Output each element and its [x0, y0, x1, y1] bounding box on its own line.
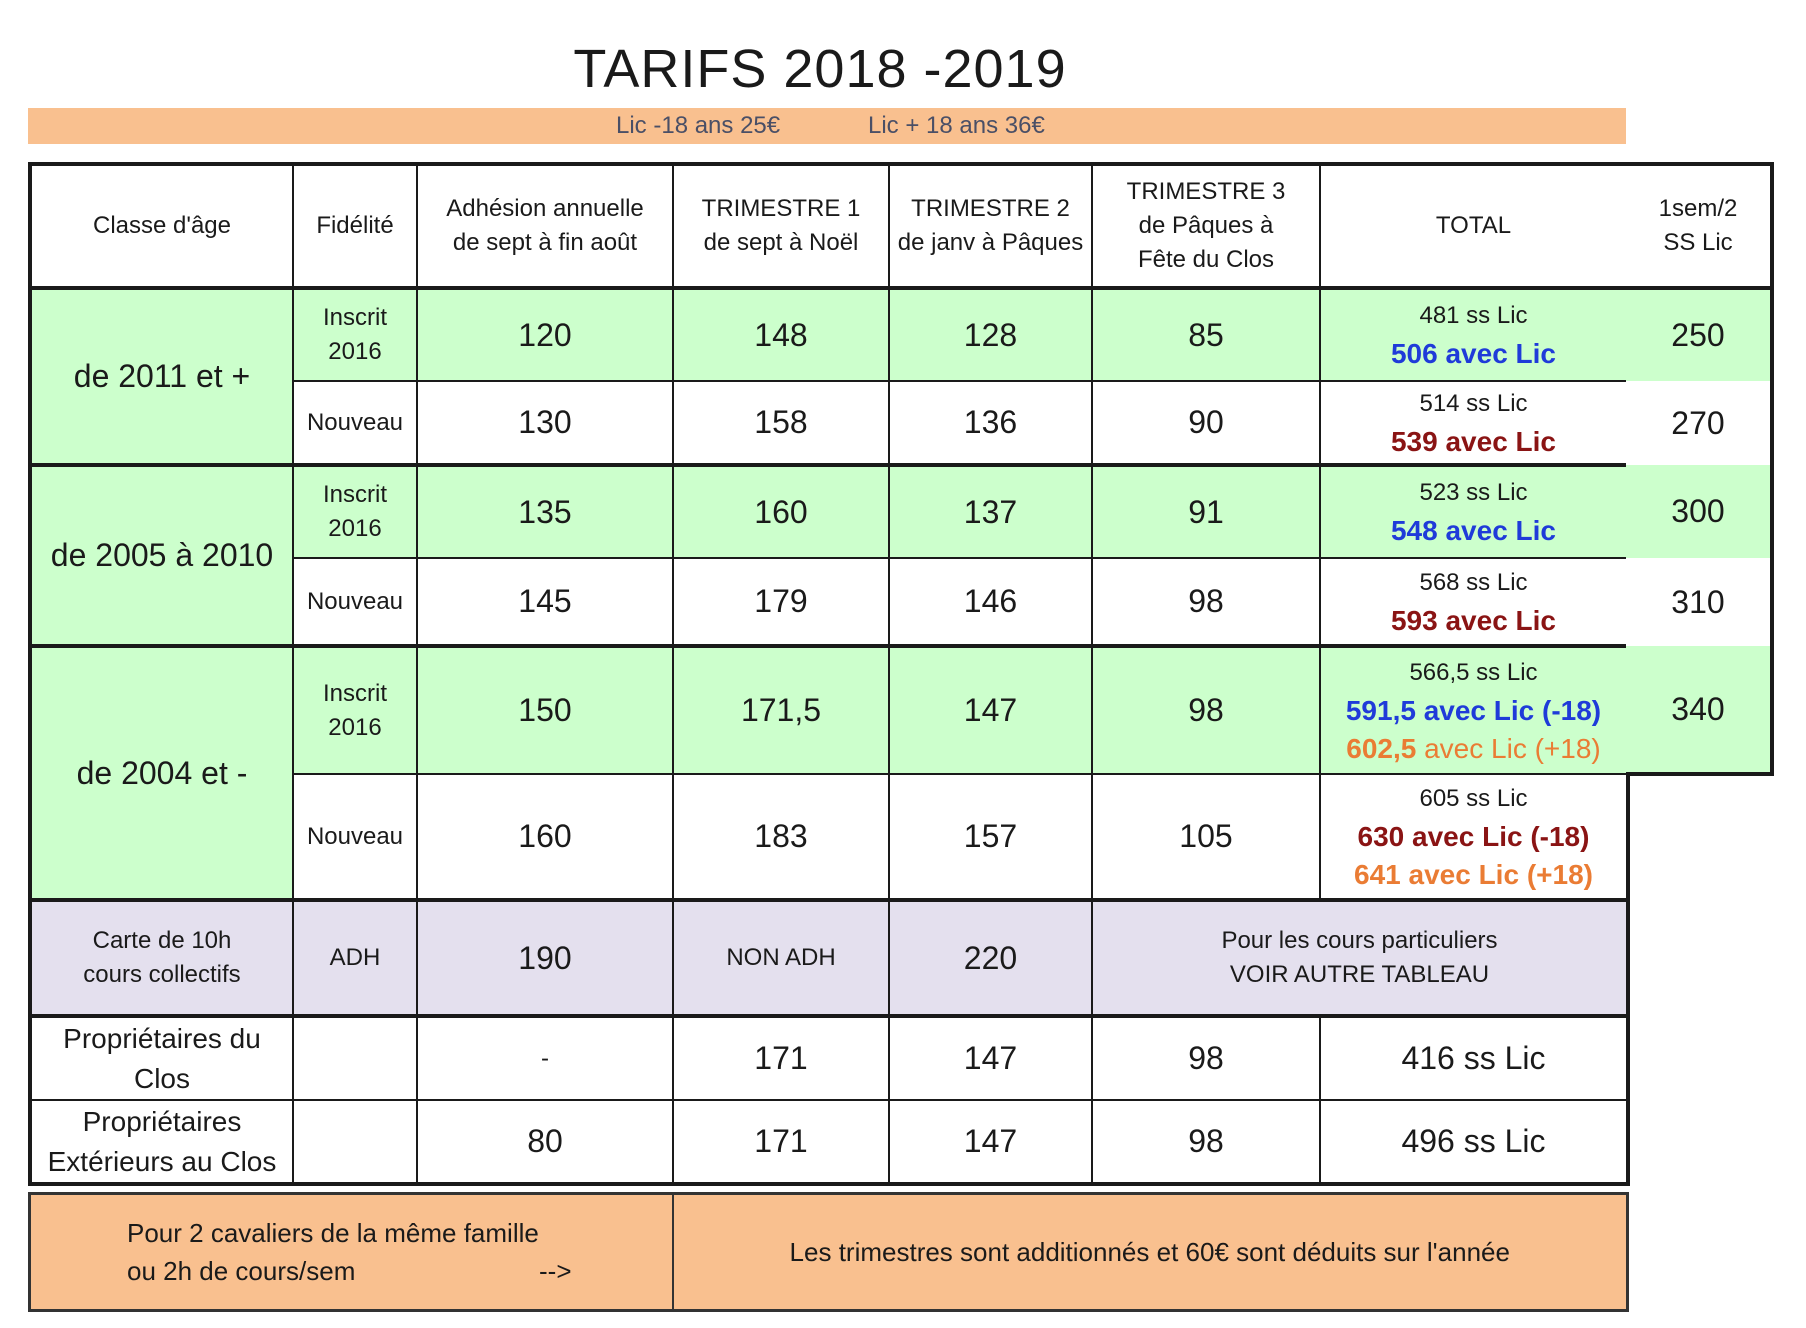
- owner-label-line2: Extérieurs au Clos: [47, 1145, 277, 1177]
- t2-price: 137: [889, 465, 1092, 558]
- header-fidelity: Fidélité: [293, 164, 417, 288]
- total-with-licence: 506 avec Lic: [1390, 338, 1557, 369]
- header-t1: [673, 164, 889, 288]
- total-cell: [1320, 381, 1628, 465]
- semester-table: [1626, 162, 1774, 776]
- card-non-adh: NON ADH: [673, 900, 889, 1016]
- card-note-line1: Pour les cours particuliers: [1221, 927, 1498, 954]
- semester-price: 340: [1626, 646, 1772, 774]
- table-row: [30, 465, 1628, 558]
- header-t1-line2: de sept à Noël: [703, 229, 859, 256]
- fidelity-label: Inscrit: [322, 679, 387, 707]
- total-cell: [1320, 288, 1628, 381]
- t2-price: 136: [889, 381, 1092, 465]
- table-row: [1626, 646, 1772, 774]
- card-note: [1092, 900, 1628, 1016]
- header-t2: [889, 164, 1092, 288]
- licence-under18: Lic -18 ans 25€: [616, 112, 781, 139]
- header-semester-line2: SS Lic: [1663, 229, 1733, 256]
- table-row: [1626, 381, 1772, 465]
- header-adhesion: [417, 164, 673, 288]
- adhesion-price: 130: [417, 381, 673, 465]
- card-adh: ADH: [293, 900, 417, 1016]
- header-adhesion-line2: de sept à fin août: [452, 229, 638, 256]
- header-age: Classe d'âge: [30, 164, 293, 288]
- semester-price: 310: [1626, 558, 1772, 646]
- family-discount-table: [28, 1192, 1629, 1312]
- fidelity-label: Inscrit: [322, 304, 387, 331]
- owner-t2: 147: [889, 1016, 1092, 1100]
- fidelity-cell: [293, 465, 417, 558]
- total-cell: [1320, 646, 1628, 774]
- fidelity-cell: [293, 646, 417, 774]
- total-without-licence: 605 ss Lic: [1419, 784, 1528, 812]
- t3-price: 98: [1092, 558, 1320, 646]
- family-line2: ou 2h de cours/sem: [127, 1256, 356, 1286]
- adhesion-price: 160: [417, 774, 673, 900]
- age-class-2005-2010: de 2005 à 2010: [30, 465, 293, 646]
- t2-price: 157: [889, 774, 1092, 900]
- total-without-licence: 523 ss Lic: [1419, 479, 1528, 506]
- total-cell: [1320, 558, 1628, 646]
- card-label-line2: cours collectifs: [83, 961, 241, 988]
- fidelity-label: Nouveau: [293, 381, 417, 465]
- t2-price: 146: [889, 558, 1092, 646]
- header-t3-line1: TRIMESTRE 3: [1126, 178, 1286, 205]
- family-condition: [30, 1194, 673, 1311]
- semester-header-row: [1626, 164, 1772, 288]
- t3-price: 91: [1092, 465, 1320, 558]
- age-class-2011: de 2011 et +: [30, 288, 293, 465]
- semester-price: 270: [1626, 381, 1772, 465]
- table-row: [30, 288, 1628, 381]
- licence-bar: [28, 108, 1626, 144]
- owner-t1: 171: [673, 1100, 889, 1184]
- owner-total: 416 ss Lic: [1320, 1016, 1628, 1100]
- owner-row: [30, 1100, 1628, 1184]
- owner-fidelity-empty: [293, 1016, 417, 1100]
- header-t3-line2: de Pâques à: [1138, 212, 1274, 239]
- fidelity-label: Nouveau: [293, 774, 417, 900]
- adhesion-price: 150: [417, 646, 673, 774]
- total-without-licence: 481 ss Lic: [1419, 302, 1528, 329]
- owner-adhesion: 80: [417, 1100, 673, 1184]
- total-with-licence-under18: 630 avec Lic (-18): [1357, 820, 1590, 852]
- owner-t2: 147: [889, 1100, 1092, 1184]
- age-class-2004: de 2004 et -: [30, 646, 293, 900]
- card-label: [30, 900, 293, 1016]
- header-t2-line2: de janv à Pâques: [897, 229, 1084, 256]
- tariff-table: [28, 162, 1630, 1186]
- t1-price: 171,5: [673, 646, 889, 774]
- total-without-licence: 566,5 ss Lic: [1409, 658, 1538, 686]
- table-row: [1626, 558, 1772, 646]
- total-without-licence: 568 ss Lic: [1419, 568, 1528, 596]
- t1-price: 179: [673, 558, 889, 646]
- family-row: [30, 1194, 1628, 1311]
- t2-price: 128: [889, 288, 1092, 381]
- header-adhesion-line1: Adhésion annuelle: [446, 195, 644, 222]
- fidelity-label: Inscrit: [322, 481, 387, 508]
- header-t3-line3: Fête du Clos: [1137, 246, 1275, 273]
- licence-over18: Lic + 18 ans 36€: [868, 112, 1045, 139]
- total-with-licence: 548 avec Lic: [1390, 515, 1557, 546]
- family-note: Les trimestres sont additionnés et 60€ sont déduits sur l'année: [673, 1194, 1628, 1311]
- t3-price: 90: [1092, 381, 1320, 465]
- owner-t3: 98: [1092, 1100, 1320, 1184]
- table-row: [1626, 465, 1772, 558]
- header-semester: [1626, 164, 1772, 288]
- header-row: [30, 164, 1628, 288]
- total-cell: [1320, 774, 1628, 900]
- owner-label-line2: Clos: [133, 1062, 190, 1094]
- total-with-licence: 539 avec Lic: [1390, 425, 1557, 457]
- t3-price: 98: [1092, 646, 1320, 774]
- t1-price: 183: [673, 774, 889, 900]
- fidelity-year: 2016: [328, 338, 382, 365]
- owner-t1: 171: [673, 1016, 889, 1100]
- card-label-line1: Carte de 10h: [92, 927, 232, 954]
- total-cell: [1320, 465, 1628, 558]
- owner-t3: 98: [1092, 1016, 1320, 1100]
- total-with-licence-over18: 641 avec Lic (+18): [1354, 858, 1593, 890]
- header-total: TOTAL: [1320, 164, 1628, 288]
- owner-fidelity-empty: [293, 1100, 417, 1184]
- adhesion-price: 120: [417, 288, 673, 381]
- t2-price: 147: [889, 646, 1092, 774]
- owner-label-line1: Propriétaires du: [63, 1022, 261, 1054]
- t1-price: 148: [673, 288, 889, 381]
- header-t2-line1: TRIMESTRE 2: [911, 195, 1070, 222]
- card-row: [30, 900, 1628, 1016]
- header-semester-line1: 1sem/2: [1658, 195, 1738, 222]
- fidelity-label: Nouveau: [293, 558, 417, 646]
- semester-price: 250: [1626, 288, 1772, 381]
- owner-label: [30, 1016, 293, 1100]
- family-line1: Pour 2 cavaliers de la même famille: [127, 1218, 539, 1248]
- owner-row: [30, 1016, 1628, 1100]
- total-with-licence-over18: [1325, 730, 1622, 768]
- t1-price: 160: [673, 465, 889, 558]
- card-non-adh-price: 220: [889, 900, 1092, 1016]
- card-note-line2: VOIR AUTRE TABLEAU: [1229, 961, 1490, 988]
- total-with-licence: 593 avec Lic: [1390, 604, 1557, 636]
- card-adh-price: 190: [417, 900, 673, 1016]
- owner-adhesion: -: [417, 1016, 673, 1100]
- semester-price: 300: [1626, 465, 1772, 558]
- t3-price: 105: [1092, 774, 1320, 900]
- fidelity-year: 2016: [328, 515, 382, 542]
- total-without-licence: 514 ss Lic: [1419, 389, 1528, 417]
- header-t3: [1092, 164, 1320, 288]
- owner-total: 496 ss Lic: [1320, 1100, 1628, 1184]
- header-t1-line1: TRIMESTRE 1: [701, 195, 861, 222]
- table-row: [30, 646, 1628, 774]
- total-over18-amount: 602,5: [1346, 732, 1417, 764]
- page-title: TARIFS 2018 -2019: [573, 39, 1067, 99]
- total-over18-label: avec Lic (+18): [1416, 732, 1601, 764]
- owner-label-line1: Propriétaires: [82, 1105, 242, 1137]
- adhesion-price: 145: [417, 558, 673, 646]
- owner-label: [30, 1100, 293, 1184]
- fidelity-year: 2016: [328, 713, 382, 741]
- fidelity-cell: [293, 288, 417, 381]
- arrow-right-icon: -->: [539, 1256, 572, 1286]
- total-with-licence-under18: 591,5 avec Lic (-18): [1345, 694, 1602, 726]
- t1-price: 158: [673, 381, 889, 465]
- table-row: [1626, 288, 1772, 381]
- adhesion-price: 135: [417, 465, 673, 558]
- t3-price: 85: [1092, 288, 1320, 381]
